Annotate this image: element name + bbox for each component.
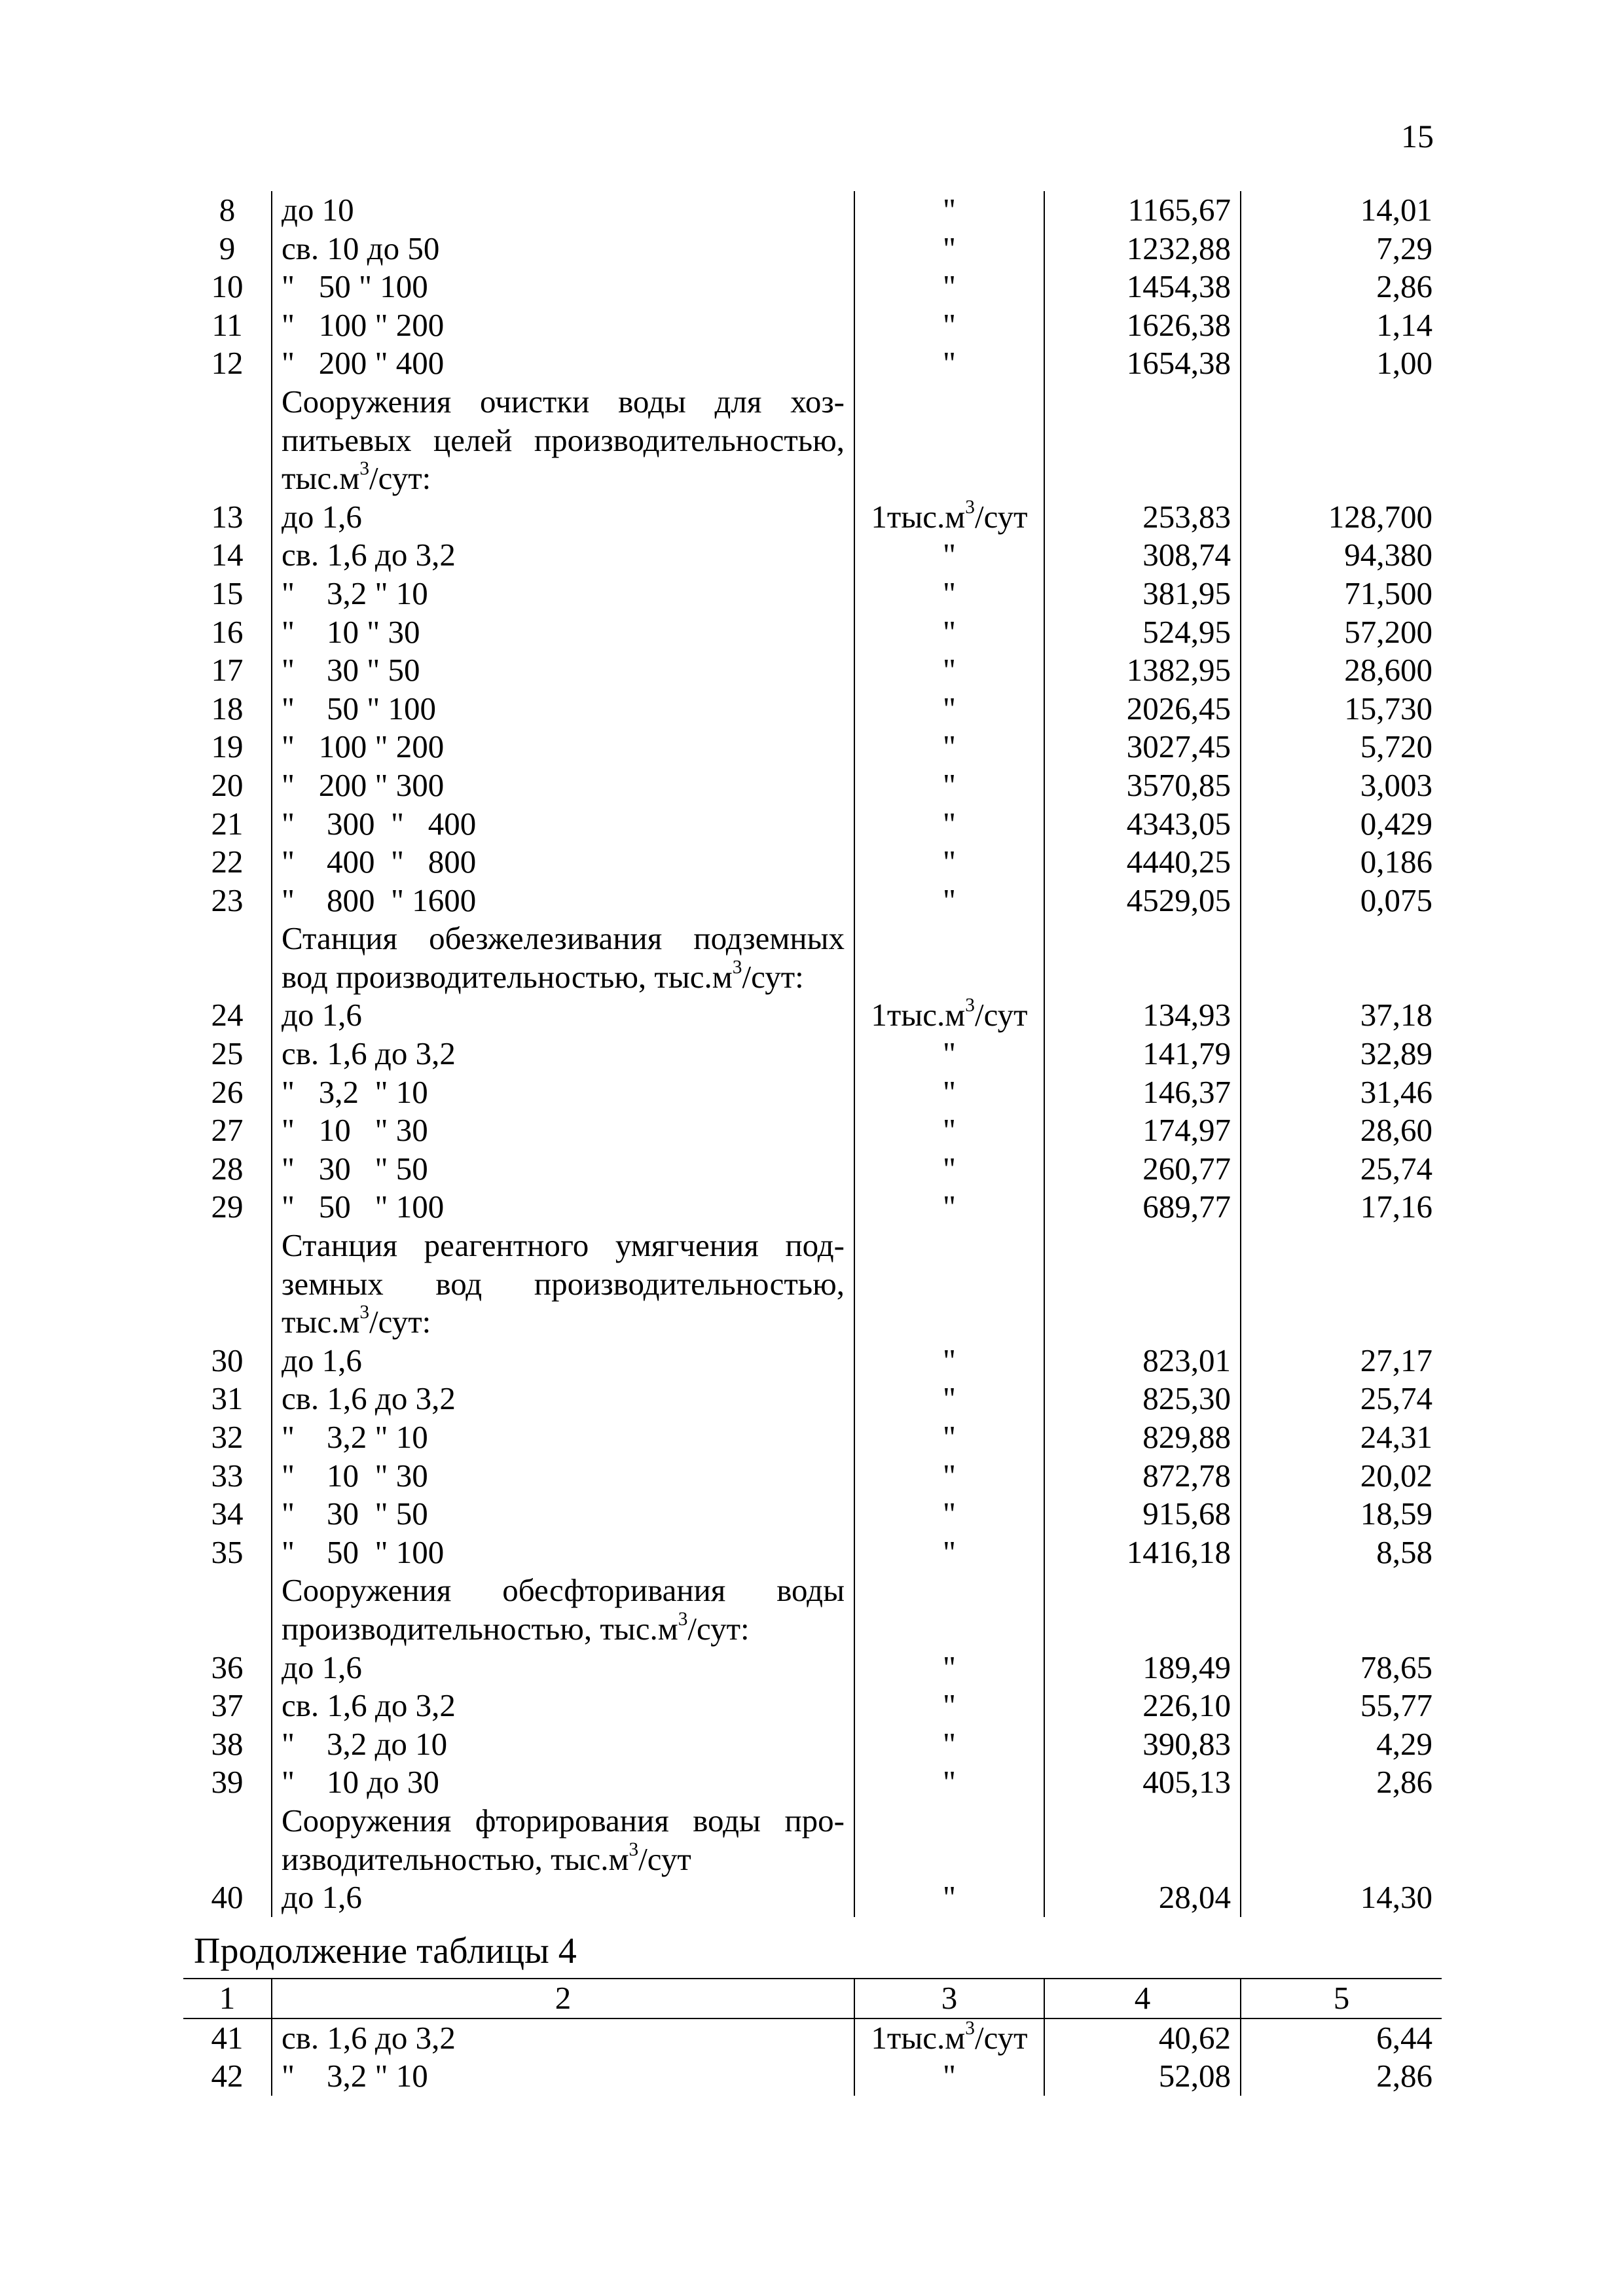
- value-5-cell: 6,44: [1241, 2018, 1442, 2058]
- unit-cell: ": [854, 766, 1044, 805]
- value-4-cell: 1232,88: [1044, 230, 1241, 268]
- column-header: 1: [183, 1979, 272, 2018]
- table-row: [183, 1457, 1442, 1496]
- table-row: [183, 1725, 1442, 1764]
- table-row: [183, 191, 1442, 230]
- unit-cell: ": [854, 1150, 1044, 1189]
- row-number: 28: [211, 1150, 244, 1187]
- section-title: [272, 920, 854, 996]
- section-title-line: Сооружения очистки воды для хоз-: [282, 383, 845, 420]
- unit-cell: ": [854, 1342, 1044, 1380]
- value-4-cell: [1044, 1802, 1241, 1878]
- value-5-cell: [1241, 1571, 1442, 1648]
- table-row: [183, 613, 1442, 652]
- row-number: 13: [211, 498, 244, 535]
- table-row: [183, 498, 1442, 537]
- item-name: " 3,2 " 10: [272, 575, 854, 613]
- header-row: [183, 1979, 1442, 2018]
- unit-cell: [854, 383, 1044, 498]
- unit-cell: ": [854, 613, 1044, 652]
- item-name: " 50 " 100: [272, 1534, 854, 1572]
- value-5-cell: 28,600: [1241, 651, 1442, 690]
- value-4-cell: 390,83: [1044, 1725, 1241, 1764]
- value-5-cell: 28,60: [1241, 1111, 1442, 1150]
- item-name: " 10 " 30: [272, 613, 854, 652]
- row-number: 15: [211, 575, 244, 611]
- value-4-cell: 829,88: [1044, 1418, 1241, 1457]
- item-name: " 10 " 30: [272, 1457, 854, 1496]
- item-name: " 3,2 " 10: [272, 1073, 854, 1112]
- value-4-cell: 1626,38: [1044, 306, 1241, 345]
- row-number: 9: [219, 230, 236, 266]
- row-number: 36: [211, 1649, 244, 1685]
- row-number: 34: [211, 1496, 244, 1532]
- item-name: " 400 " 800: [272, 843, 854, 882]
- value-5-cell: 0,429: [1241, 805, 1442, 844]
- item-name: " 50 " 100: [272, 690, 854, 728]
- item-name: " 10 до 30: [272, 1763, 854, 1802]
- row-number: 35: [211, 1534, 244, 1570]
- row-number: 37: [211, 1687, 244, 1724]
- table-row: [183, 728, 1442, 766]
- section-title-line: производительностью, $тыс.м^3$/сут:: [282, 1608, 750, 1647]
- section-row: [183, 920, 1442, 996]
- unit-cell: [854, 1802, 1044, 1878]
- section-title-line: земных вод производительностью,: [282, 1265, 845, 1302]
- unit-cell: ": [854, 1380, 1044, 1418]
- item-name: " 30 " 50: [272, 1150, 854, 1189]
- unit-cell: ": [854, 1534, 1044, 1572]
- unit-cell: $1тыс.м^3$/сут: [854, 996, 1044, 1035]
- value-5-cell: 2,86: [1241, 268, 1442, 306]
- value-5-cell: 0,186: [1241, 843, 1442, 882]
- value-4-cell: 915,68: [1044, 1495, 1241, 1534]
- value-4-cell: 405,13: [1044, 1763, 1241, 1802]
- value-4-cell: 1165,67: [1044, 191, 1241, 230]
- table-row: [183, 1495, 1442, 1534]
- value-5-cell: 3,003: [1241, 766, 1442, 805]
- item-name: " 30 " 50: [272, 651, 854, 690]
- value-5-cell: 15,730: [1241, 690, 1442, 728]
- value-5-cell: 27,17: [1241, 1342, 1442, 1380]
- row-number: 16: [211, 613, 244, 650]
- table-row: [183, 1073, 1442, 1112]
- table-row: [183, 1342, 1442, 1380]
- unit-cell: ": [854, 1418, 1044, 1457]
- value-4-cell: 1416,18: [1044, 1534, 1241, 1572]
- value-4-cell: 689,77: [1044, 1188, 1241, 1227]
- row-number: 17: [211, 652, 244, 689]
- section-title-line: вод производительностью, $тыс.м^3$/сут:: [282, 956, 804, 995]
- main-table: [183, 191, 1442, 1917]
- table-row: [183, 996, 1442, 1035]
- unit-cell: $1тыс.м^3$/сут: [854, 2018, 1044, 2058]
- table-row: [183, 536, 1442, 575]
- value-5-cell: 25,74: [1241, 1150, 1442, 1189]
- table-row: [183, 1111, 1442, 1150]
- row-number: 11: [211, 306, 243, 343]
- table-row: [183, 1418, 1442, 1457]
- unit-cell: ": [854, 1188, 1044, 1227]
- table-row: [183, 230, 1442, 268]
- item-name: " 800 " 1600: [272, 882, 854, 920]
- value-5-cell: 7,29: [1241, 230, 1442, 268]
- item-name: св. 1,6 до 3,2: [272, 1035, 854, 1073]
- value-4-cell: 4529,05: [1044, 882, 1241, 920]
- table-row: [183, 2018, 1442, 2058]
- value-5-cell: 1,14: [1241, 306, 1442, 345]
- column-header: 4: [1044, 1979, 1241, 2018]
- row-number: 41: [211, 2019, 244, 2056]
- value-4-cell: 134,93: [1044, 996, 1241, 1035]
- item-name: св. 1,6 до 3,2: [272, 1687, 854, 1725]
- row-number: [183, 1571, 272, 1648]
- section-row: [183, 383, 1442, 498]
- value-5-cell: 78,65: [1241, 1649, 1442, 1687]
- unit-cell: ": [854, 1457, 1044, 1496]
- table-row: [183, 1380, 1442, 1418]
- value-4-cell: [1044, 920, 1241, 996]
- value-5-cell: 4,29: [1241, 1725, 1442, 1764]
- table-row: [183, 1188, 1442, 1227]
- row-number: 25: [211, 1035, 244, 1072]
- value-5-cell: 8,58: [1241, 1534, 1442, 1572]
- row-number: 14: [211, 537, 244, 573]
- row-number: 27: [211, 1112, 244, 1149]
- item-name: св. 1,6 до 3,2: [272, 1380, 854, 1418]
- page-number: 15: [1401, 118, 1434, 154]
- table-row: [183, 690, 1442, 728]
- row-number: 19: [211, 728, 244, 765]
- value-5-cell: 24,31: [1241, 1418, 1442, 1457]
- item-name: св. 10 до 50: [272, 230, 854, 268]
- unit-cell: ": [854, 230, 1044, 268]
- unit-cell: [854, 1571, 1044, 1648]
- value-5-cell: 2,86: [1241, 2057, 1442, 2096]
- value-4-cell: 141,79: [1044, 1035, 1241, 1073]
- section-row: [183, 1227, 1442, 1342]
- row-number: 39: [211, 1764, 244, 1801]
- row-number: [183, 383, 272, 498]
- value-4-cell: 226,10: [1044, 1687, 1241, 1725]
- table-row: [183, 1150, 1442, 1189]
- value-4-cell: 381,95: [1044, 575, 1241, 613]
- value-5-cell: 37,18: [1241, 996, 1442, 1035]
- item-name: " 30 " 50: [272, 1495, 854, 1534]
- unit-cell: $1тыс.м^3$/сут: [854, 498, 1044, 537]
- unit-cell: [854, 920, 1044, 996]
- row-number: 24: [211, 997, 244, 1033]
- row-number: 21: [211, 805, 244, 842]
- unit-cell: ": [854, 575, 1044, 613]
- item-name: до 1,6: [272, 996, 854, 1035]
- row-number: [183, 1227, 272, 1342]
- value-4-cell: 825,30: [1044, 1380, 1241, 1418]
- value-5-cell: 18,59: [1241, 1495, 1442, 1534]
- table-row: [183, 1534, 1442, 1572]
- section-title-line: Станция реагентного умягчения под-: [282, 1227, 845, 1264]
- unit-cell: ": [854, 344, 1044, 383]
- table-row: [183, 1687, 1442, 1725]
- value-4-cell: 1382,95: [1044, 651, 1241, 690]
- row-number: 38: [211, 1725, 244, 1762]
- value-5-cell: 94,380: [1241, 536, 1442, 575]
- section-title-line: Сооружения обесфторивания воды: [282, 1572, 845, 1609]
- value-4-cell: 524,95: [1044, 613, 1241, 652]
- value-5-cell: 55,77: [1241, 1687, 1442, 1725]
- section-title: [272, 383, 854, 498]
- value-5-cell: 1,00: [1241, 344, 1442, 383]
- continuation-caption: Продолжение таблицы 4: [194, 1931, 577, 1971]
- table-row: [183, 1878, 1442, 1917]
- item-name: " 100 " 200: [272, 306, 854, 345]
- item-name: " 3,2 до 10: [272, 1725, 854, 1764]
- column-header: 5: [1241, 1979, 1442, 2018]
- unit-cell: ": [854, 690, 1044, 728]
- table-row: [183, 766, 1442, 805]
- table-row: [183, 1035, 1442, 1073]
- continuation-table: [183, 1978, 1442, 2096]
- unit-cell: ": [854, 1111, 1044, 1150]
- value-4-cell: 308,74: [1044, 536, 1241, 575]
- unit-cell: ": [854, 1649, 1044, 1687]
- value-4-cell: 189,49: [1044, 1649, 1241, 1687]
- section-title: [272, 1571, 854, 1648]
- item-name: " 50 " 100: [272, 1188, 854, 1227]
- table-row: [183, 2057, 1442, 2096]
- unit-cell: [854, 1227, 1044, 1342]
- unit-cell: ": [854, 2057, 1044, 2096]
- table-row: [183, 1763, 1442, 1802]
- table-row: [183, 882, 1442, 920]
- item-name: до 1,6: [272, 1878, 854, 1917]
- value-5-cell: 128,700: [1241, 498, 1442, 537]
- row-number: 18: [211, 690, 244, 726]
- value-4-cell: 52,08: [1044, 2057, 1241, 2096]
- item-name: до 1,6: [272, 1649, 854, 1687]
- unit-cell: ": [854, 1878, 1044, 1917]
- item-name: " 3,2 " 10: [272, 2057, 854, 2096]
- value-5-cell: 17,16: [1241, 1188, 1442, 1227]
- item-name: " 200 " 300: [272, 766, 854, 805]
- table-row: [183, 651, 1442, 690]
- table-row: [183, 344, 1442, 383]
- value-4-cell: 4440,25: [1044, 843, 1241, 882]
- value-5-cell: 2,86: [1241, 1763, 1442, 1802]
- value-5-cell: 20,02: [1241, 1457, 1442, 1496]
- unit-cell: ": [854, 268, 1044, 306]
- value-5-cell: [1241, 1802, 1442, 1878]
- value-5-cell: 32,89: [1241, 1035, 1442, 1073]
- value-4-cell: 3027,45: [1044, 728, 1241, 766]
- row-number: 30: [211, 1342, 244, 1378]
- section-row: [183, 1802, 1442, 1878]
- value-5-cell: [1241, 920, 1442, 996]
- value-5-cell: 0,075: [1241, 882, 1442, 920]
- unit-cell: ": [854, 306, 1044, 345]
- value-4-cell: 872,78: [1044, 1457, 1241, 1496]
- unit-cell: ": [854, 882, 1044, 920]
- value-4-cell: 174,97: [1044, 1111, 1241, 1150]
- column-header: 3: [854, 1979, 1044, 2018]
- value-5-cell: [1241, 383, 1442, 498]
- value-4-cell: 2026,45: [1044, 690, 1241, 728]
- item-name: " 300 " 400: [272, 805, 854, 844]
- section-title-line: Сооружения фторирования воды про-: [282, 1802, 845, 1839]
- table-row: [183, 268, 1442, 306]
- value-4-cell: 253,83: [1044, 498, 1241, 537]
- value-5-cell: 5,720: [1241, 728, 1442, 766]
- section-title-line: питьевых целей производительностью,: [282, 422, 845, 458]
- value-4-cell: 3570,85: [1044, 766, 1241, 805]
- unit-cell: ": [854, 1073, 1044, 1112]
- value-5-cell: 31,46: [1241, 1073, 1442, 1112]
- item-name: " 200 " 400: [272, 344, 854, 383]
- row-number: 42: [211, 2058, 244, 2094]
- column-header: 2: [272, 1979, 854, 2018]
- section-title-line: изводительностью, $тыс.м^3$/сут: [282, 1839, 691, 1877]
- row-number: 31: [211, 1380, 244, 1417]
- section-title: [272, 1802, 854, 1878]
- value-5-cell: 14,01: [1241, 191, 1442, 230]
- unit-cell: ": [854, 1035, 1044, 1073]
- item-name: св. 1,6 до 3,2: [272, 2018, 854, 2058]
- unit-cell: ": [854, 1725, 1044, 1764]
- item-name: до 1,6: [272, 1342, 854, 1380]
- value-4-cell: [1044, 1571, 1241, 1648]
- value-4-cell: 260,77: [1044, 1150, 1241, 1189]
- unit-cell: ": [854, 191, 1044, 230]
- unit-cell: ": [854, 536, 1044, 575]
- section-title: [272, 1227, 854, 1342]
- row-number: 10: [211, 268, 244, 305]
- item-name: " 3,2 " 10: [272, 1418, 854, 1457]
- value-4-cell: 1454,38: [1044, 268, 1241, 306]
- value-4-cell: [1044, 1227, 1241, 1342]
- value-4-cell: 146,37: [1044, 1073, 1241, 1112]
- row-number: 23: [211, 882, 244, 918]
- item-name: св. 1,6 до 3,2: [272, 536, 854, 575]
- table-row: [183, 306, 1442, 345]
- row-number: 40: [211, 1879, 244, 1916]
- value-4-cell: 823,01: [1044, 1342, 1241, 1380]
- unit-cell: ": [854, 805, 1044, 844]
- row-number: 26: [211, 1073, 244, 1110]
- item-name: " 10 " 30: [272, 1111, 854, 1150]
- table-row: [183, 805, 1442, 844]
- unit-cell: ": [854, 651, 1044, 690]
- section-title-line: Станция обезжелезивания подземных: [282, 920, 845, 957]
- table-row: [183, 843, 1442, 882]
- unit-cell: ": [854, 843, 1044, 882]
- row-number: 22: [211, 844, 244, 880]
- item-name: " 100 " 200: [272, 728, 854, 766]
- value-4-cell: [1044, 383, 1241, 498]
- row-number: 32: [211, 1419, 244, 1455]
- unit-cell: ": [854, 1495, 1044, 1534]
- row-number: 12: [211, 345, 244, 382]
- value-4-cell: 28,04: [1044, 1878, 1241, 1917]
- value-5-cell: [1241, 1227, 1442, 1342]
- row-number: [183, 920, 272, 996]
- value-4-cell: 1654,38: [1044, 344, 1241, 383]
- table-row: [183, 575, 1442, 613]
- unit-cell: ": [854, 728, 1044, 766]
- value-5-cell: 71,500: [1241, 575, 1442, 613]
- row-number: 33: [211, 1457, 244, 1494]
- value-5-cell: 57,200: [1241, 613, 1442, 652]
- table-row: [183, 1649, 1442, 1687]
- row-number: 20: [211, 766, 244, 803]
- row-number: [183, 1802, 272, 1878]
- item-name: " 50 " 100: [272, 268, 854, 306]
- value-4-cell: 40,62: [1044, 2018, 1241, 2058]
- item-name: до 10: [272, 191, 854, 230]
- row-number: 29: [211, 1189, 244, 1225]
- section-title-line: $тыс.м^3$/сут:: [282, 458, 431, 497]
- section-row: [183, 1571, 1442, 1648]
- item-name: до 1,6: [272, 498, 854, 537]
- value-5-cell: 14,30: [1241, 1878, 1442, 1917]
- value-5-cell: 25,74: [1241, 1380, 1442, 1418]
- section-title-line: $тыс.м^3$/сут:: [282, 1302, 431, 1340]
- unit-cell: ": [854, 1687, 1044, 1725]
- unit-cell: ": [854, 1763, 1044, 1802]
- row-number: 8: [219, 192, 236, 228]
- value-4-cell: 4343,05: [1044, 805, 1241, 844]
